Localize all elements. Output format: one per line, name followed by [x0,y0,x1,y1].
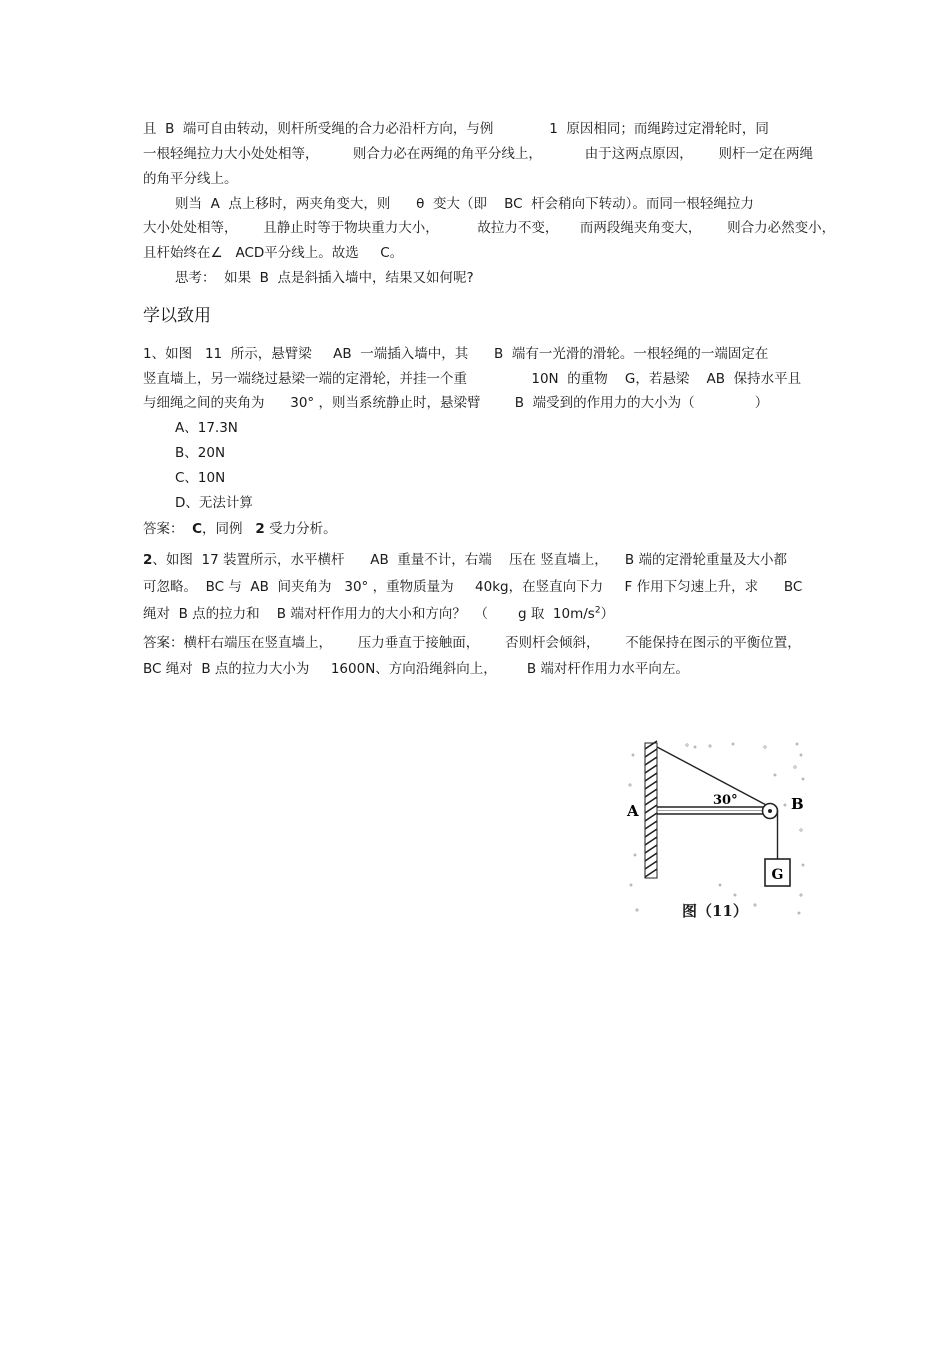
q2-line: 可忽略。 BC 与 AB 间夹角为 30° ，重物质量为 40kg，在竖直向下力 F 作用下匀速上升，求 BC [143,579,803,595]
q1-line: 1、如图 11 所示，悬臂梁 AB 一端插入墙中，其 B 端有一光滑的滑轮。一根轻绳的一端固定在 [143,346,769,362]
q2-text: ） [600,606,615,622]
cantilever-figure [625,735,810,925]
weight-label: G [771,867,784,883]
paragraph-line: 一根轻绳拉力大小处处相等， 则合力必在两绳的角平分线上， 由于这两点原因， 则杆一定在两绳 [143,146,813,162]
q1-line: 与细绳之间的夹角为 30° ，则当系统静止时，悬梁臂 B 端受到的作用力的大小为（ ） [143,395,769,411]
q1-option-a: A、17.3N [175,420,238,436]
q1-option-c: C、10N [175,470,226,486]
q2-text: 、如图 17 装置所示，水平横杆 AB 重量不计，右端 压在 竖直墙上， B 端的定滑轮重量及大小都 [152,552,787,568]
wall [645,741,657,878]
pulley [763,804,778,819]
q2-text: 绳对 B 点的拉力和 B 端对杆作用力的大小和方向？ （ g 取 10m/s [143,606,595,622]
label-a: A [627,802,639,820]
paragraph-line: 大小处处相等， 且静止时等于物块重力大小， 故拉力不变， 而两段绳夹角变大， 则合力必然变小， [143,220,836,236]
answer-prefix: 答案： [143,521,193,537]
figure-caption: 图（11） [682,902,748,920]
q1-option-d: D、无法计算 [175,495,253,511]
answer-text: ，同例 [202,521,256,537]
angle-label: 30° [713,793,738,808]
paragraph-line: 且杆始终在∠ ACD平分线上。故选 C。 [143,245,404,261]
section-title: 学以致用 [143,306,211,326]
q1-option-b: B、20N [175,445,226,461]
q2-line [143,605,614,623]
superscript: 2 [594,605,601,616]
answer-choice: C [192,521,203,537]
q1-line: 竖直墙上，另一端绕过悬梁一端的定滑轮，并挂一个重 10N 的重物 G，若悬梁 AB 保持水平且 [143,371,802,387]
q2-answer: 答案：横杆右端压在竖直墙上， 压力垂直于接触面， 否则杆会倾斜， 不能保持在图示的平衡位置， [143,635,801,651]
paragraph-line: 则当 A 点上移时，两夹角变大，则 θ 变大（即 BC 杆会稍向下转动）。而同一根轻绳拉力 [175,196,754,212]
answer-text: 受力分析。 [264,521,337,537]
q2-number: 2 [143,552,153,568]
think-question: 思考： 如果 B 点是斜插入墙中，结果又如何呢? [175,270,474,286]
paragraph-line: 的角平分线上。 [143,171,238,187]
q2-answer: BC 绳对 B 点的拉力大小为 1600N、方向沿绳斜向上， B 端对杆作用力水平向左。 [143,661,689,677]
q2-line [143,551,787,569]
q1-answer [143,520,337,538]
paragraph-line: 且 B 端可自由转动，则杆所受绳的合力必沿杆方向，与例 1 原因相同；而绳跨过定滑轮时，同 [143,121,769,137]
label-b: B [791,795,804,813]
beam-ab [657,807,767,814]
answer-example-num: 2 [255,521,265,537]
